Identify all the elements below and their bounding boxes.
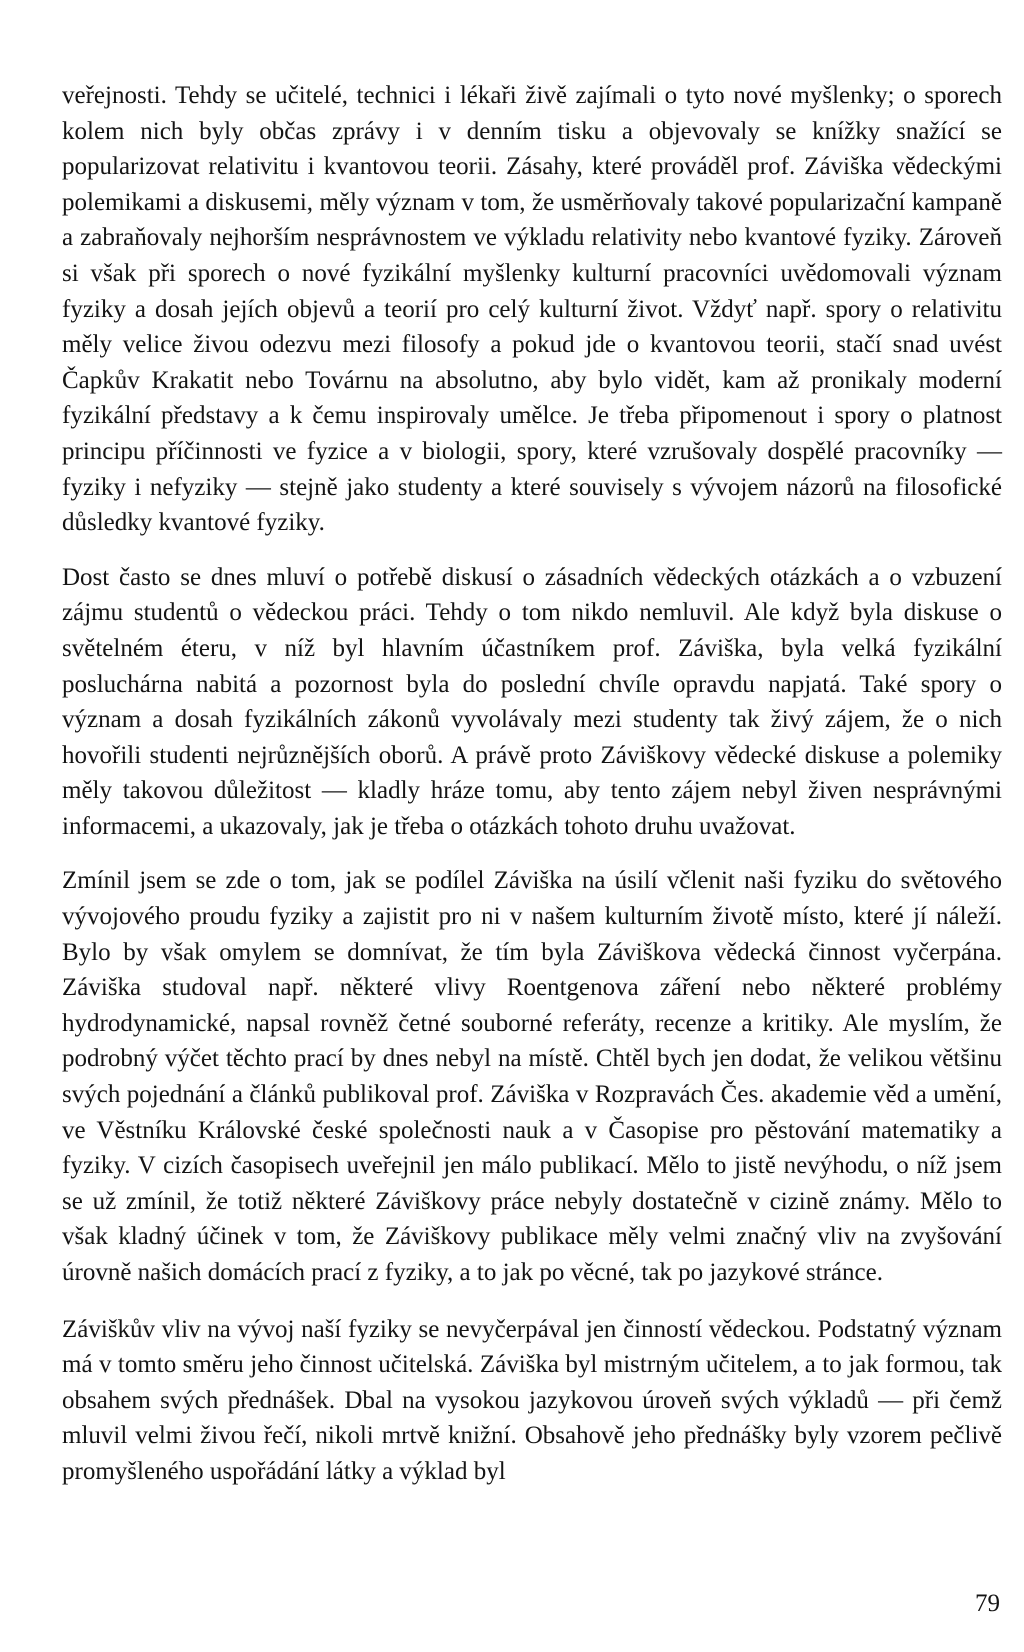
paragraph-4: Záviškův vliv na vývoj naší fyziky se nevyčerpával jen činností vědeckou. Podstatný význam má v tomto směru jeho činnost učitelská. Záviška byl mistrným učitelem, a to jak formou, tak obsahem svých přednášek. Dbal na vysokou jazykovou úroveň svých výkladů — při čemž mluvil velmi živou řečí, nikoli mrtvě knižní. Obsahově jeho přednášky byly vzorem pečlivě promyšleného uspořádání látky a výklad byl: [62, 1315, 1002, 1485]
paragraph-1: veřejnosti. Tehdy se učitelé, technici i lékaři živě zajímali o tyto nové myšlenky; o sporech kolem nich byly občas zprávy i v denním tisku a objevovaly se knížky snažící se popularizovat relativitu i kvantovou teorii. Zásahy, které prováděl prof. Záviška vědeckými polemikami a diskusemi, měly význam v tom, že usměrňovaly takové popularizační kampaně a zabraňovaly nejhorším nesprávnostem ve výkladu relativity nebo kvantové fyziky. Zároveň si však při sporech o nové fyzikální myšlenky kulturní pracovníci uvědomovali význam fyziky a dosah jejích objevů a teorií pro celý kulturní život. Vždyť např. spory o relativitu měly velice živou odezvu mezi filosofy a pokud jde o kvantovou teorii, stačí snad uvést Čapkův Krakatit nebo Továrnu na absolutno, aby bylo vidět, kam až pronikaly moderní fyzikální představy a k čemu inspirovaly umělce. Je třeba připomenout i spory o platnost principu příčinnosti ve fyzice a v biologii, spory, které vzrušovaly dospělé pracovníky — fyziky i nefyziky — stejně jako studenty a které souvisely s vývojem názorů na filosofické důsledky kvantové fyziky.: [62, 82, 1002, 537]
page-number: 79: [975, 1590, 1000, 1617]
paragraph-3: Zmínil jsem se zde o tom, jak se podílel Záviška na úsilí včlenit naši fyziku do světového vývojového proudu fyziky a zajistit pro ni v našem kulturním životě místo, které jí náleží. Bylo by však omylem se domnívat, že tím byla Záviškova vědecká činnost vyčerpána. Záviška studoval např. některé vlivy Roentgenova záření nebo některé problémy hydrodynamické, napsal rovněž četné souborné referáty, recenze a kritiky. Ale myslím, že podrobný výčet těchto prací by dnes nebyl na místě. Chtěl bych jen dodat, že velikou většinu svých pojednání a článků publikoval prof. Záviška v Rozpravách Čes. akademie věd a umění, ve Věstníku Královské české společnosti nauk a v Časopise pro pěstování matematiky a fyziky. V cizích časopisech uveřejnil jen málo publikací. Mělo to jistě nevýhodu, o níž jsem se už zmínil, že totiž některé Záviškovy práce nebyly dostatečně v cizině známy. Mělo to však kladný účinek v tom, že Záviškovy publikace měly velmi značný vliv na zvyšování úrovně našich domácích prací z fyziky, a to jak po věcné, tak po jazykové stránce.: [62, 867, 1002, 1286]
page-body: [62, 78, 1002, 1490]
paragraph-2: Dost často se dnes mluví o potřebě diskusí o zásadních vědeckých otázkách a o vzbuzení zájmu studentů o vědeckou práci. Tehdy o tom nikdo nemluvil. Ale když byla diskuse o světelném éteru, v níž byl hlavním účastníkem prof. Záviška, byla velká fyzikální posluchárna nabitá a pozornost byla do poslední chvíle opravdu napjatá. Také spory o význam a dosah fyzikálních zákonů vyvolávaly mezi studenty tak živý zájem, že o nich hovořili studenti nejrůznějších oborů. A právě proto Záviškovy vědecké diskuse a polemiky měly takovou důležitost — kladly hráze tomu, aby tento zájem nebyl živen nesprávnými informacemi, a ukazovaly, jak je třeba o otázkách tohoto druhu uvažovat.: [62, 563, 1002, 840]
